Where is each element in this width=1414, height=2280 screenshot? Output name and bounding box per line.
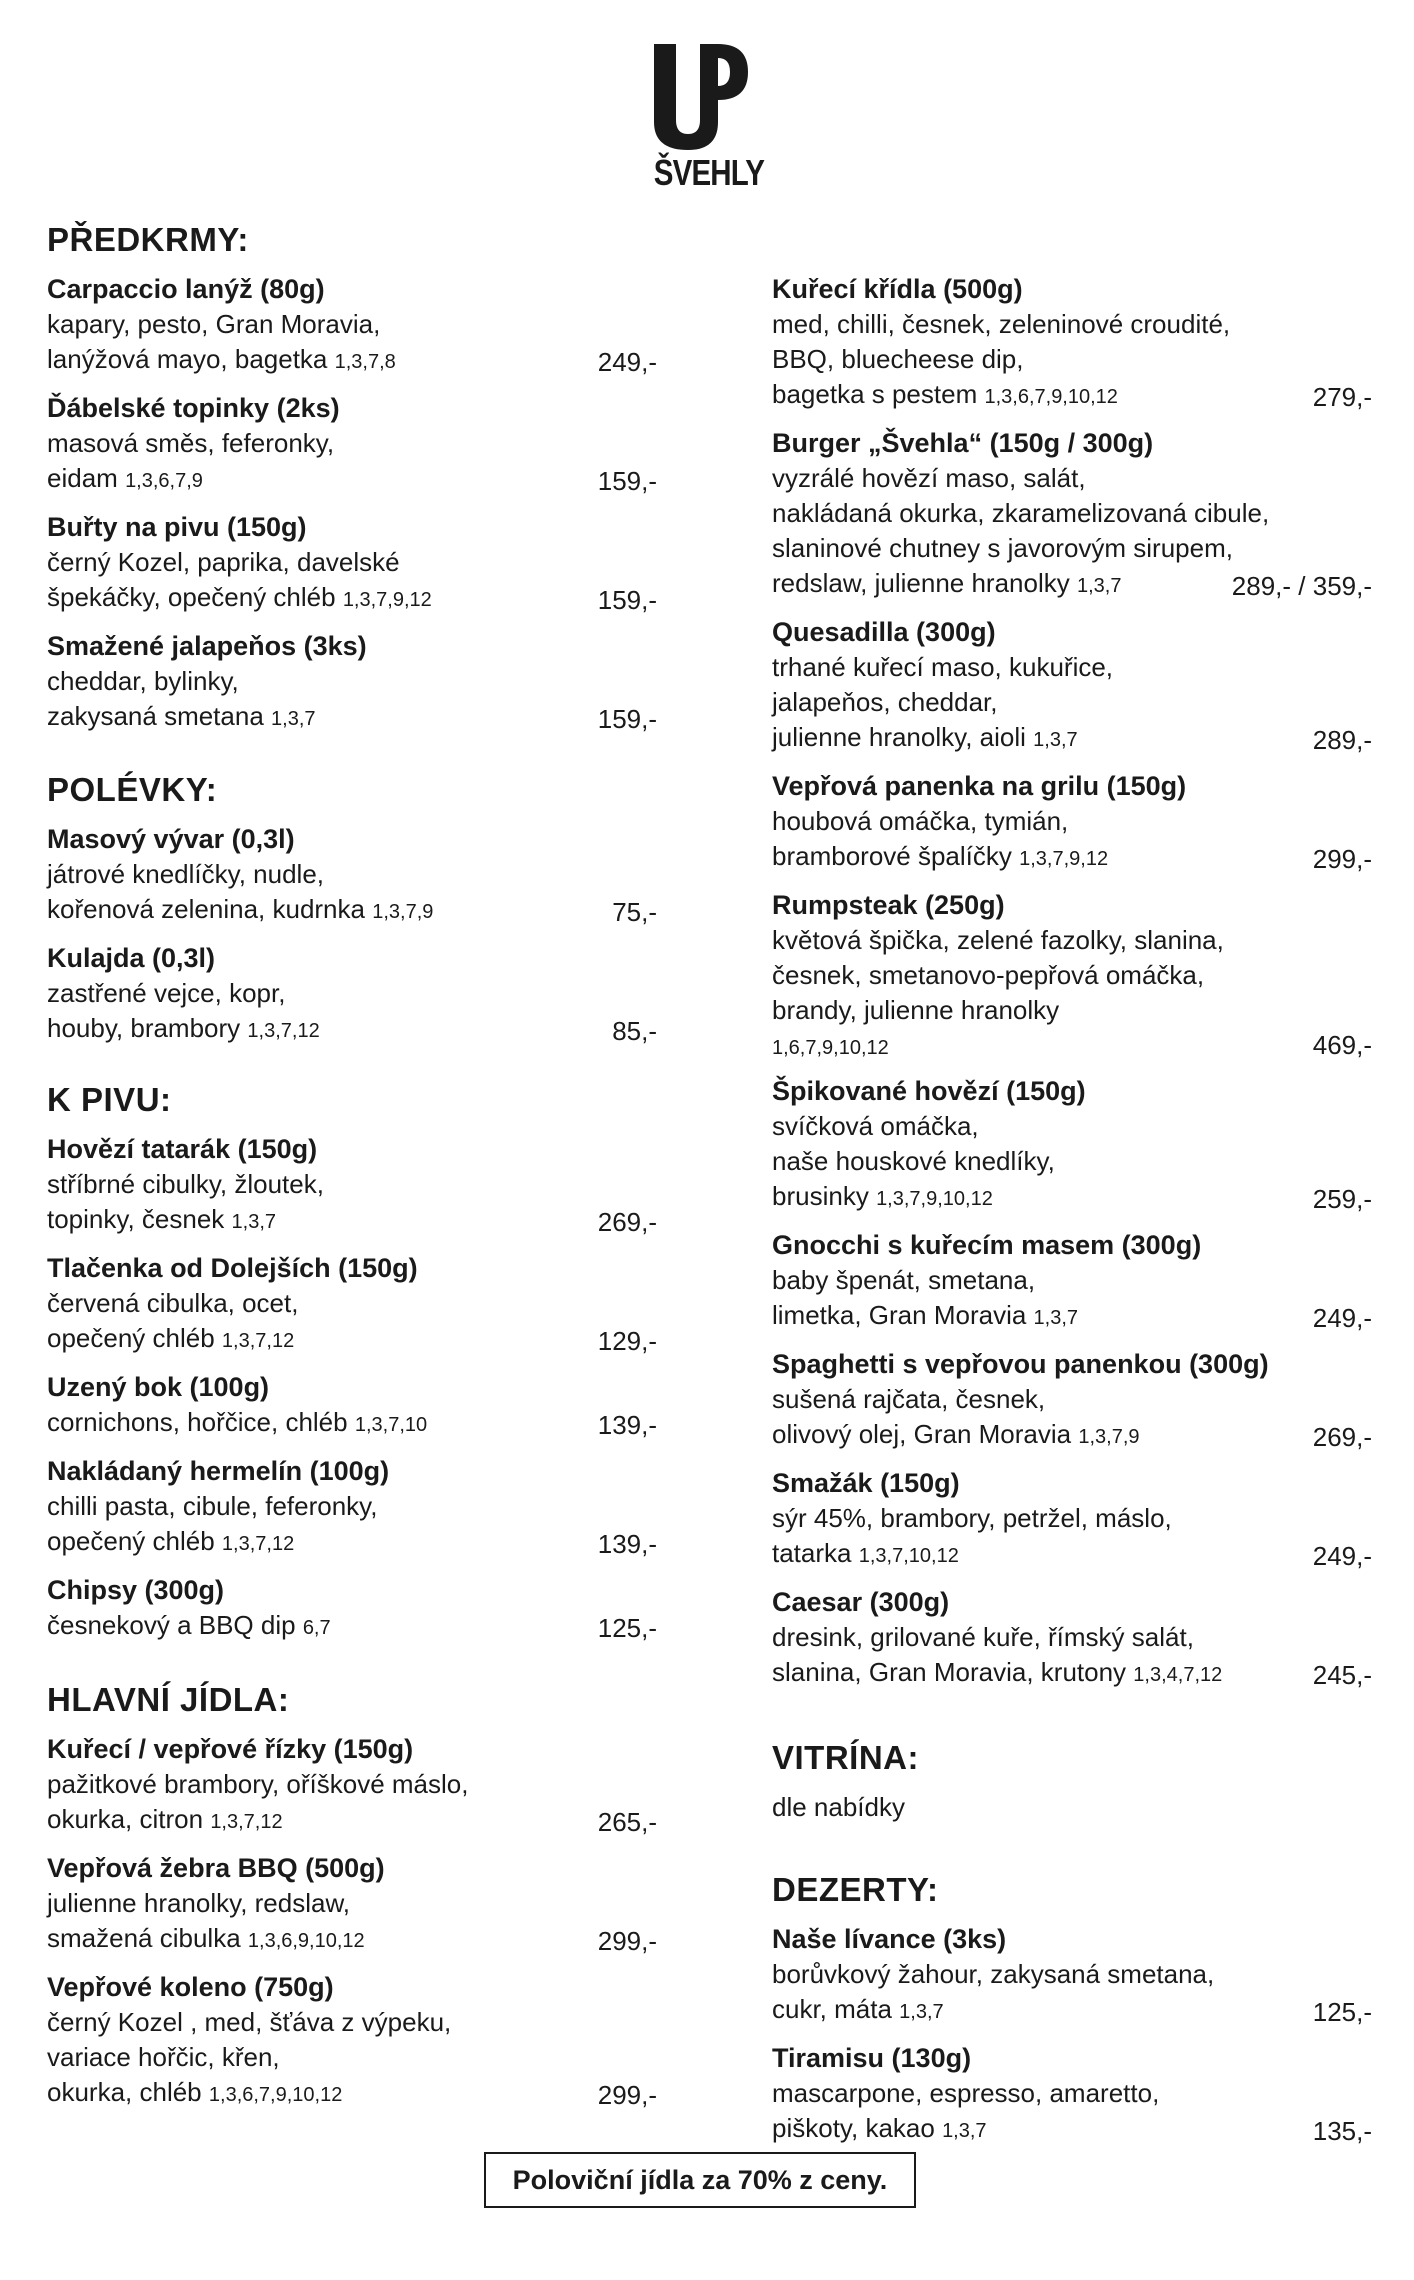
allergen-codes: 1,3,6,7,9: [125, 470, 203, 492]
item-description-text: slaninové chutney s javorovým sirupem,: [772, 533, 1233, 563]
item-name: Rumpsteak (250g): [772, 890, 1005, 920]
item-name: Smažené jalapeňos (3ks): [47, 631, 367, 661]
item-description-text: svíčková omáčka,: [772, 1111, 979, 1141]
item-description-line: [47, 1489, 647, 1524]
item-description-text: naše houskové knedlíky,: [772, 1146, 1055, 1176]
menu-item-veprova-zebra-bbq-500g: [47, 1851, 657, 1959]
menu-section: [772, 1870, 1372, 2160]
allergen-codes: 1,6,7,9,10,12: [772, 1037, 889, 1059]
item-name: Kuřecí křídla (500g): [772, 274, 1023, 304]
allergen-codes: 1,3,4,7,12: [1133, 1664, 1223, 1686]
allergen-codes: 1,3,7: [271, 708, 316, 730]
item-description-text: chilli pasta, cibule, feferonky,: [47, 1491, 378, 1521]
item-name: Spaghetti s vepřovou panenkou (300g): [772, 1349, 1269, 1379]
item-description-line: [772, 496, 1372, 531]
section-title: DEZERTY:: [772, 1871, 939, 1908]
item-description-text: sušená rajčata, česnek,: [772, 1384, 1046, 1414]
item-name: Carpaccio lanýž (80g): [47, 274, 325, 304]
item-description-line: [47, 1405, 647, 1443]
item-description-line: [47, 461, 647, 499]
item-name: Vepřová panenka na grilu (150g): [772, 771, 1187, 801]
allergen-codes: 1,3,7,12: [210, 1811, 283, 1833]
menu-item-spaghetti-s-veprovou-panenkou-300g: [772, 1347, 1372, 1455]
menu-section: [47, 1680, 657, 2124]
item-description-line: [47, 857, 647, 892]
item-description-text: BBQ, bluecheese dip,: [772, 344, 1024, 374]
item-description-line: [47, 1524, 647, 1562]
item-description-text: mascarpone, espresso, amaretto,: [772, 2078, 1160, 2108]
item-description-line: [47, 2075, 647, 2113]
item-description-line: [47, 664, 647, 699]
item-price: 265,-: [590, 1805, 657, 1840]
item-price: 159,-: [590, 702, 657, 737]
item-description-line: [772, 2076, 1372, 2111]
item-description-line: [47, 1286, 647, 1321]
item-price: 125,-: [590, 1611, 657, 1646]
allergen-codes: 1,3,7,12: [221, 1533, 295, 1555]
item-price: 299,-: [1305, 842, 1372, 877]
item-price: 75,-: [604, 895, 657, 930]
item-description-text: bagetka s pestem: [772, 379, 978, 409]
item-description-line: [47, 307, 647, 342]
item-name: Nakládaný hermelín (100g): [47, 1456, 390, 1486]
menu-item-veprova-panenka-na-grilu-150g: [772, 769, 1372, 877]
brand-name: ŠVEHLY: [653, 152, 765, 193]
item-description-text: česnek, smetanovo-pepřová omáčka,: [772, 960, 1205, 990]
item-description-line: [47, 1011, 647, 1049]
menu-item-tlacenka-od-dolejsich-150g: [47, 1251, 657, 1359]
item-description-text: smažená cibulka: [47, 1923, 241, 1953]
item-description-line: [47, 1167, 647, 1202]
menu-item-dabelske-topinky-2ks: [47, 391, 657, 499]
menu-item-chipsy-300g: [47, 1573, 657, 1646]
item-description-line: [47, 1202, 647, 1240]
item-description-text: brandy, julienne hranolky: [772, 995, 1060, 1025]
menu-item-kureci-kridla-500g: [772, 272, 1372, 415]
allergen-codes: 1,3,7: [1033, 729, 1078, 751]
item-description-line: [772, 958, 1372, 993]
item-description-text: vyzrálé hovězí maso, salát,: [772, 463, 1086, 493]
item-description-text: červená cibulka, ocet,: [47, 1288, 299, 1318]
item-description-line: [772, 923, 1372, 958]
item-description-text: brusinky: [772, 1181, 869, 1211]
item-price: 469,-: [1305, 1028, 1372, 1063]
menu-item-carpaccio-lanyz-80g: [47, 272, 657, 380]
item-description-line: [47, 976, 647, 1011]
item-description-text: opečený chléb: [47, 1323, 215, 1353]
item-name: Hovězí tatarák (150g): [47, 1134, 318, 1164]
item-description-line: [47, 1321, 647, 1359]
item-description-line: [772, 720, 1372, 758]
item-description-line: [772, 1536, 1372, 1574]
item-description-text: redslaw, julienne hranolky: [772, 568, 1070, 598]
item-description-line: [772, 1417, 1372, 1455]
item-description-line: [772, 1501, 1372, 1536]
allergen-codes: 1,3,7,9: [1078, 1426, 1140, 1448]
item-description-line: [47, 2005, 647, 2040]
allergen-codes: 1,3,7,9,12: [1019, 848, 1109, 870]
item-description-line: [772, 1957, 1372, 1992]
item-description-text: stříbrné cibulky, žloutek,: [47, 1169, 324, 1199]
item-name: Chipsy (300g): [47, 1575, 225, 1605]
menu-item-nase-livance-3ks: [772, 1922, 1372, 2030]
item-description-text: baby špenát, smetana,: [772, 1265, 1036, 1295]
menu-item-burger-svehla-150g-300g: [772, 426, 1372, 604]
item-description-text: topinky, česnek: [47, 1204, 225, 1234]
item-description-line: [772, 531, 1372, 566]
item-description-text: tatarka: [772, 1538, 852, 1568]
item-price: 289,- / 359,-: [1224, 569, 1372, 604]
item-name: Kulajda (0,3l): [47, 943, 216, 973]
menu-item-nakladany-hermelin-100g: [47, 1454, 657, 1562]
item-price: 135,-: [1305, 2114, 1372, 2149]
half-portion-note: Poloviční jídla za 70% z ceny.: [484, 2152, 916, 2208]
section-title: VITRÍNA:: [772, 1739, 919, 1776]
item-description-text: masová směs, feferonky,: [47, 428, 335, 458]
item-price: 269,-: [590, 1205, 657, 1240]
item-description-text: zakysaná smetana: [47, 701, 264, 731]
item-price: 249,-: [1305, 1301, 1372, 1336]
item-description-text: bramborové špalíčky: [772, 841, 1012, 871]
item-description-line: [47, 545, 647, 580]
menu-item-burty-na-pivu-150g: [47, 510, 657, 618]
item-description-text: limetka, Gran Moravia: [772, 1300, 1027, 1330]
item-description-line: [772, 1620, 1372, 1655]
item-name: Kuřecí / vepřové řízky (150g): [47, 1734, 414, 1764]
menu-item-uzeny-bok-100g: [47, 1370, 657, 1443]
item-description-text: dle nabídky: [772, 1792, 905, 1822]
item-name: Špikované hovězí (150g): [772, 1076, 1086, 1106]
menu-item-tiramisu-130g: [772, 2041, 1372, 2149]
menu-item-masovy-vyvar-0-3l: [47, 822, 657, 930]
item-description-text: piškoty, kakao: [772, 2113, 935, 2143]
item-description-line: [772, 461, 1372, 496]
item-description-line: [772, 650, 1372, 685]
item-description-line: [47, 1802, 647, 1840]
menu-section: [47, 1080, 657, 1657]
item-description-line: [772, 1298, 1372, 1336]
menu-item-smazene-jalapenos-3ks: [47, 629, 657, 737]
item-description-text: cheddar, bylinky,: [47, 666, 239, 696]
item-price: 299,-: [590, 1924, 657, 1959]
item-price: 259,-: [1305, 1182, 1372, 1217]
item-description-line: [772, 1028, 1372, 1063]
item-name: Quesadilla (300g): [772, 617, 996, 647]
item-price: 125,-: [1305, 1995, 1372, 2030]
item-description-line: [772, 1179, 1372, 1217]
item-description-line: [47, 2040, 647, 2075]
item-description-text: cukr, máta: [772, 1994, 892, 2024]
allergen-codes: 1,3,7,8: [334, 351, 396, 373]
item-description-text: med, chilli, česnek, zeleninové croudité,: [772, 309, 1231, 339]
item-name: Ďábelské topinky (2ks): [47, 393, 340, 423]
menu-item-kulajda-0-3l: [47, 941, 657, 1049]
item-name: Naše lívance (3ks): [772, 1924, 1007, 1954]
item-description-text: česnekový a BBQ dip: [47, 1610, 296, 1640]
allergen-codes: 1,3,7,9: [372, 901, 434, 923]
item-price: 139,-: [590, 1408, 657, 1443]
allergen-codes: 1,3,6,7,9,10,12: [984, 386, 1118, 408]
item-description-text: játrové knedlíčky, nudle,: [47, 859, 324, 889]
allergen-codes: 6,7: [302, 1617, 331, 1639]
item-price: 245,-: [1305, 1658, 1372, 1693]
allergen-codes: 1,3,7: [942, 2120, 987, 2142]
menu-section: [47, 770, 657, 1060]
item-price: 85,-: [604, 1014, 657, 1049]
item-description-text: opečený chléb: [47, 1526, 215, 1556]
item-description-text: borůvkový žahour, zakysaná smetana,: [772, 1959, 1215, 1989]
item-description-line: [772, 342, 1372, 377]
item-price: 249,-: [590, 345, 657, 380]
item-price: 289,-: [1305, 723, 1372, 758]
item-description-text: okurka, chléb: [47, 2077, 202, 2107]
item-description-text: květová špička, zelené fazolky, slanina,: [772, 925, 1224, 955]
item-description-text: pažitkové brambory, oříškové máslo,: [47, 1769, 469, 1799]
menu-item-veprove-koleno-750g: [47, 1970, 657, 2113]
allergen-codes: 1,3,7: [899, 2001, 944, 2023]
item-description-line: [772, 1992, 1372, 2030]
menu-item-spikovane-hovezi-150g: [772, 1074, 1372, 1217]
item-description-text: špekáčky, opečený chléb: [47, 582, 336, 612]
menu-item-rumpsteak-250g: [772, 888, 1372, 1063]
item-name: Buřty na pivu (150g): [47, 512, 307, 542]
item-description-text: černý Kozel, paprika, davelské: [47, 547, 400, 577]
item-price: 279,-: [1305, 380, 1372, 415]
item-description-line: [47, 892, 647, 930]
item-name: Burger „Švehla“ (150g / 300g): [772, 428, 1154, 458]
item-description-text: kořenová zelenina, kudrnka: [47, 894, 365, 924]
menu-section: [772, 272, 1372, 1704]
item-description-text: kapary, pesto, Gran Moravia,: [47, 309, 381, 339]
allergen-codes: 1,3,7,9,12: [342, 589, 432, 611]
item-description-text: jalapeňos, cheddar,: [772, 687, 998, 717]
allergen-codes: 1,3,7: [1033, 1307, 1079, 1329]
item-description-line: [772, 804, 1372, 839]
item-description-text: lanýžová mayo, bagetka: [47, 344, 328, 374]
item-price: 159,-: [590, 464, 657, 499]
item-description-text: sýr 45%, brambory, petržel, máslo,: [772, 1503, 1172, 1533]
item-description-line: [772, 1144, 1372, 1179]
item-description-line: [772, 2111, 1372, 2149]
item-description-line: [47, 699, 647, 737]
item-description-text: julienne hranolky, aioli: [772, 722, 1026, 752]
allergen-codes: 1,3,7,12: [221, 1330, 295, 1352]
item-description-text: olivový olej, Gran Moravia: [772, 1419, 1072, 1449]
menu-section: [772, 1738, 1372, 1836]
allergen-codes: 1,3,7: [231, 1211, 276, 1233]
section-title: PŘEDKRMY:: [47, 221, 249, 258]
allergen-codes: 1,3,7,10: [354, 1414, 428, 1436]
item-description-line: [47, 1767, 647, 1802]
item-price: 299,-: [590, 2078, 657, 2113]
item-description-text: houby, brambory: [47, 1013, 241, 1043]
item-description-text: eidam: [47, 463, 118, 493]
item-description-line: [47, 1608, 647, 1646]
menu-section: [47, 220, 657, 748]
item-name: Caesar (300g): [772, 1587, 950, 1617]
item-description-text: julienne hranolky, redslaw,: [47, 1888, 351, 1918]
item-description-text: slanina, Gran Moravia, krutony: [772, 1657, 1127, 1687]
item-price: 159,-: [590, 583, 657, 618]
item-price: 269,-: [1305, 1420, 1372, 1455]
menu-item-caesar-300g: [772, 1585, 1372, 1693]
menu-item-hovezi-tatarak-150g: [47, 1132, 657, 1240]
item-description-text: houbová omáčka, tymián,: [772, 806, 1069, 836]
item-name: Smažák (150g): [772, 1468, 960, 1498]
item-description-text: černý Kozel , med, šťáva z výpeku,: [47, 2007, 452, 2037]
item-price: 129,-: [590, 1324, 657, 1359]
item-name: Tlačenka od Dolejších (150g): [47, 1253, 418, 1283]
menu-item-quesadilla-300g: [772, 615, 1372, 758]
item-description-text: okurka, citron: [47, 1804, 204, 1834]
item-description-line: [47, 1921, 647, 1959]
item-description-text: trhané kuřecí maso, kukuřice,: [772, 652, 1114, 682]
allergen-codes: 1,3,7,9,10,12: [876, 1188, 993, 1210]
item-description-line: [47, 426, 647, 461]
item-name: Tiramisu (130g): [772, 2043, 972, 2073]
section-title: K PIVU:: [47, 1081, 172, 1118]
item-description-line: [772, 1109, 1372, 1144]
menu-item-smazak-150g: [772, 1466, 1372, 1574]
section-title: HLAVNÍ JÍDLA:: [47, 1681, 290, 1718]
item-description-text: zastřené vejce, kopr,: [47, 978, 286, 1008]
item-name: Vepřová žebra BBQ (500g): [47, 1853, 385, 1883]
item-description-line: [772, 377, 1372, 415]
item-price: 249,-: [1305, 1539, 1372, 1574]
item-description-line: [772, 1655, 1372, 1693]
item-price: 139,-: [590, 1527, 657, 1562]
item-name: Uzený bok (100g): [47, 1372, 270, 1402]
allergen-codes: 1,3,6,9,10,12: [247, 1930, 365, 1952]
item-description-text: nakládaná okurka, zkaramelizovaná cibule,: [772, 498, 1270, 528]
section-title: POLÉVKY:: [47, 771, 218, 808]
allergen-codes: 1,3,7: [1076, 575, 1122, 597]
item-description-text: dresink, grilované kuře, římský salát,: [772, 1622, 1194, 1652]
menu-item: [772, 1790, 1372, 1825]
item-description-text: cornichons, hořčice, chléb: [47, 1407, 348, 1437]
item-description-line: [772, 685, 1372, 720]
item-description-text: variace hořčic, křen,: [47, 2042, 280, 2072]
item-name: Vepřové koleno (750g): [47, 1972, 334, 2002]
allergen-codes: 1,3,7,12: [247, 1020, 320, 1042]
item-description-line: [772, 839, 1372, 877]
item-description-line: [47, 580, 647, 618]
item-name: Gnocchi s kuřecím masem (300g): [772, 1230, 1202, 1260]
menu-item-gnocchi-s-kurecim-masem-300g: [772, 1228, 1372, 1336]
item-description-line: [772, 1790, 1372, 1825]
item-description-line: [772, 307, 1372, 342]
allergen-codes: 1,3,6,7,9,10,12: [208, 2084, 343, 2106]
item-description-line: [47, 1886, 647, 1921]
item-description-line: [772, 1382, 1372, 1417]
item-description-line: [772, 993, 1372, 1028]
item-description-line: [47, 342, 647, 380]
item-description-line: [772, 1263, 1372, 1298]
allergen-codes: 1,3,7,10,12: [858, 1545, 959, 1567]
menu-item-kureci-veprove-rizky-150g: [47, 1732, 657, 1840]
item-name: Masový vývar (0,3l): [47, 824, 295, 854]
